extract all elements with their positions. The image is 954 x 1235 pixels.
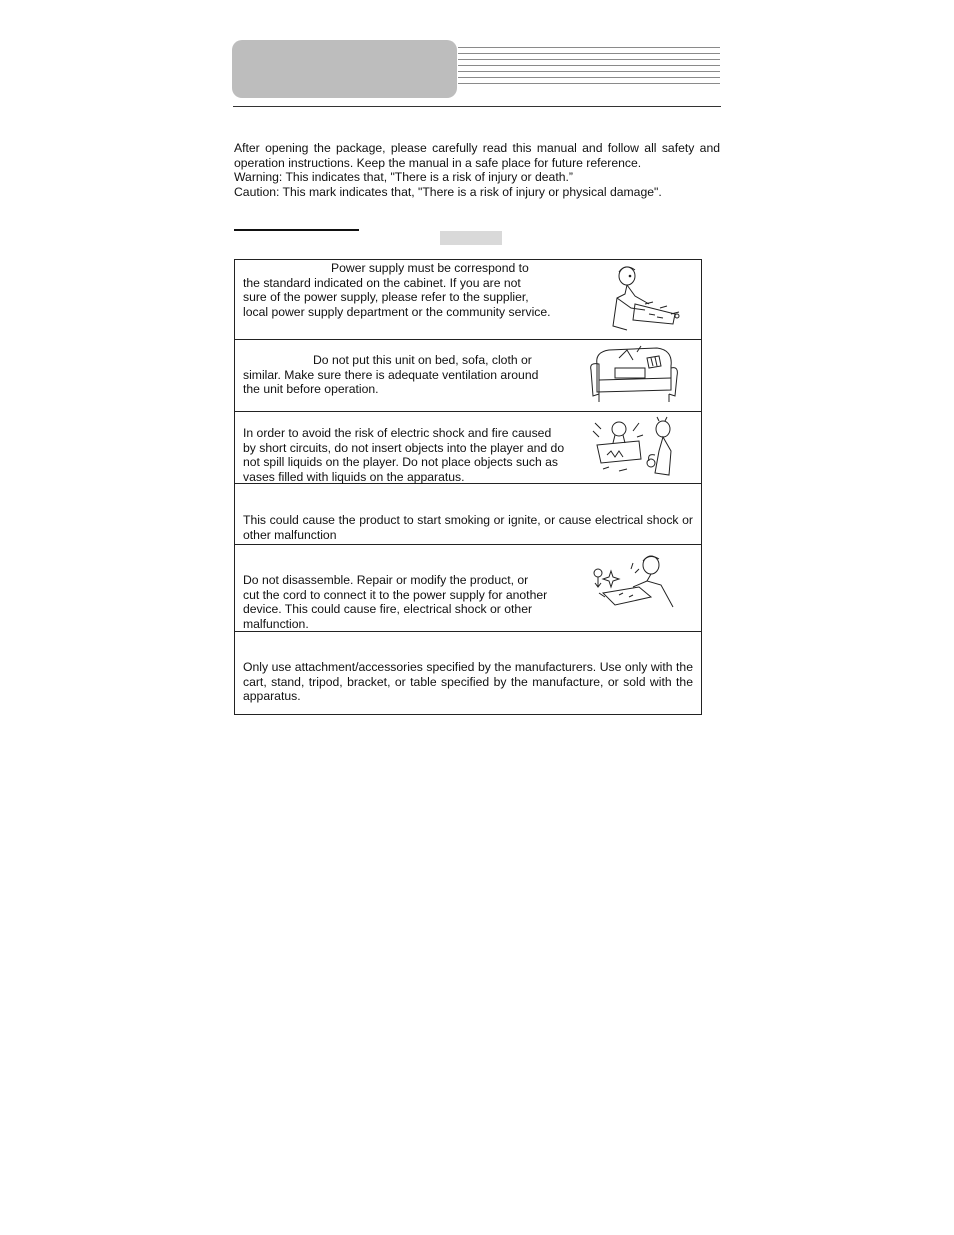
section-label-box (440, 231, 502, 245)
header-divider (233, 106, 721, 107)
section-underline (234, 229, 359, 231)
safety-item-liquids (235, 412, 701, 484)
warning-definition: Warning: This indicates that, "There is a risk of injury or death.” (234, 170, 573, 184)
intro-paragraph: After opening the package, please carefully read this manual and follow all safety and operation instructions. Keep the manual in a safe place for future reference. (234, 141, 720, 170)
safety-item-disassemble (235, 545, 701, 632)
safety-item-smoking (235, 484, 701, 545)
safety-item-power-supply (235, 260, 701, 340)
safety-text: Only use attachment/accessories specified by the manufacturers. Use only with the cart, stand, tripod, bracket, or table specified by the manufacture, or sold with the apparatus. (243, 660, 693, 703)
spill-liquid-shock-illustration (589, 415, 685, 481)
caution-definition: Caution: This mark indicates that, "There is a risk of injury or physical damage". (234, 184, 662, 199)
person-checking-power-illustration (605, 264, 689, 332)
safety-text: This could cause the product to start smoking or ignite, or cause electrical shock or other malfunction (243, 513, 693, 542)
intro-text (234, 141, 720, 199)
safety-table (234, 259, 702, 715)
safety-text: Power supply must be correspond to the standard indicated on the cabinet. If you are not sure of the power supply, please refer to the supplier, local power supply department or the community service. (243, 261, 551, 319)
person-disassembling-illustration (589, 551, 681, 615)
safety-text: Do not disassemble. Repair or modify the product, or cut the cord to connect it to the power supply for another device. This could cause fire, electrical shock or other malfunction. (243, 573, 548, 631)
header-decorative-lines (458, 47, 720, 91)
safety-text: Do not put this unit on bed, sofa, cloth or similar. Make sure there is adequate ventilation around the unit before operation. (243, 353, 539, 396)
unit-on-sofa-illustration (587, 344, 679, 406)
safety-text: In order to avoid the risk of electric shock and fire caused by short circuits, do not insert objects into the player and do not spill liquids on the player. Do not place objects such as vases filled with liquids on the apparatus. (243, 426, 565, 484)
safety-item-accessories (235, 632, 701, 714)
chapter-header-tab (232, 40, 457, 98)
safety-item-ventilation (235, 340, 701, 412)
